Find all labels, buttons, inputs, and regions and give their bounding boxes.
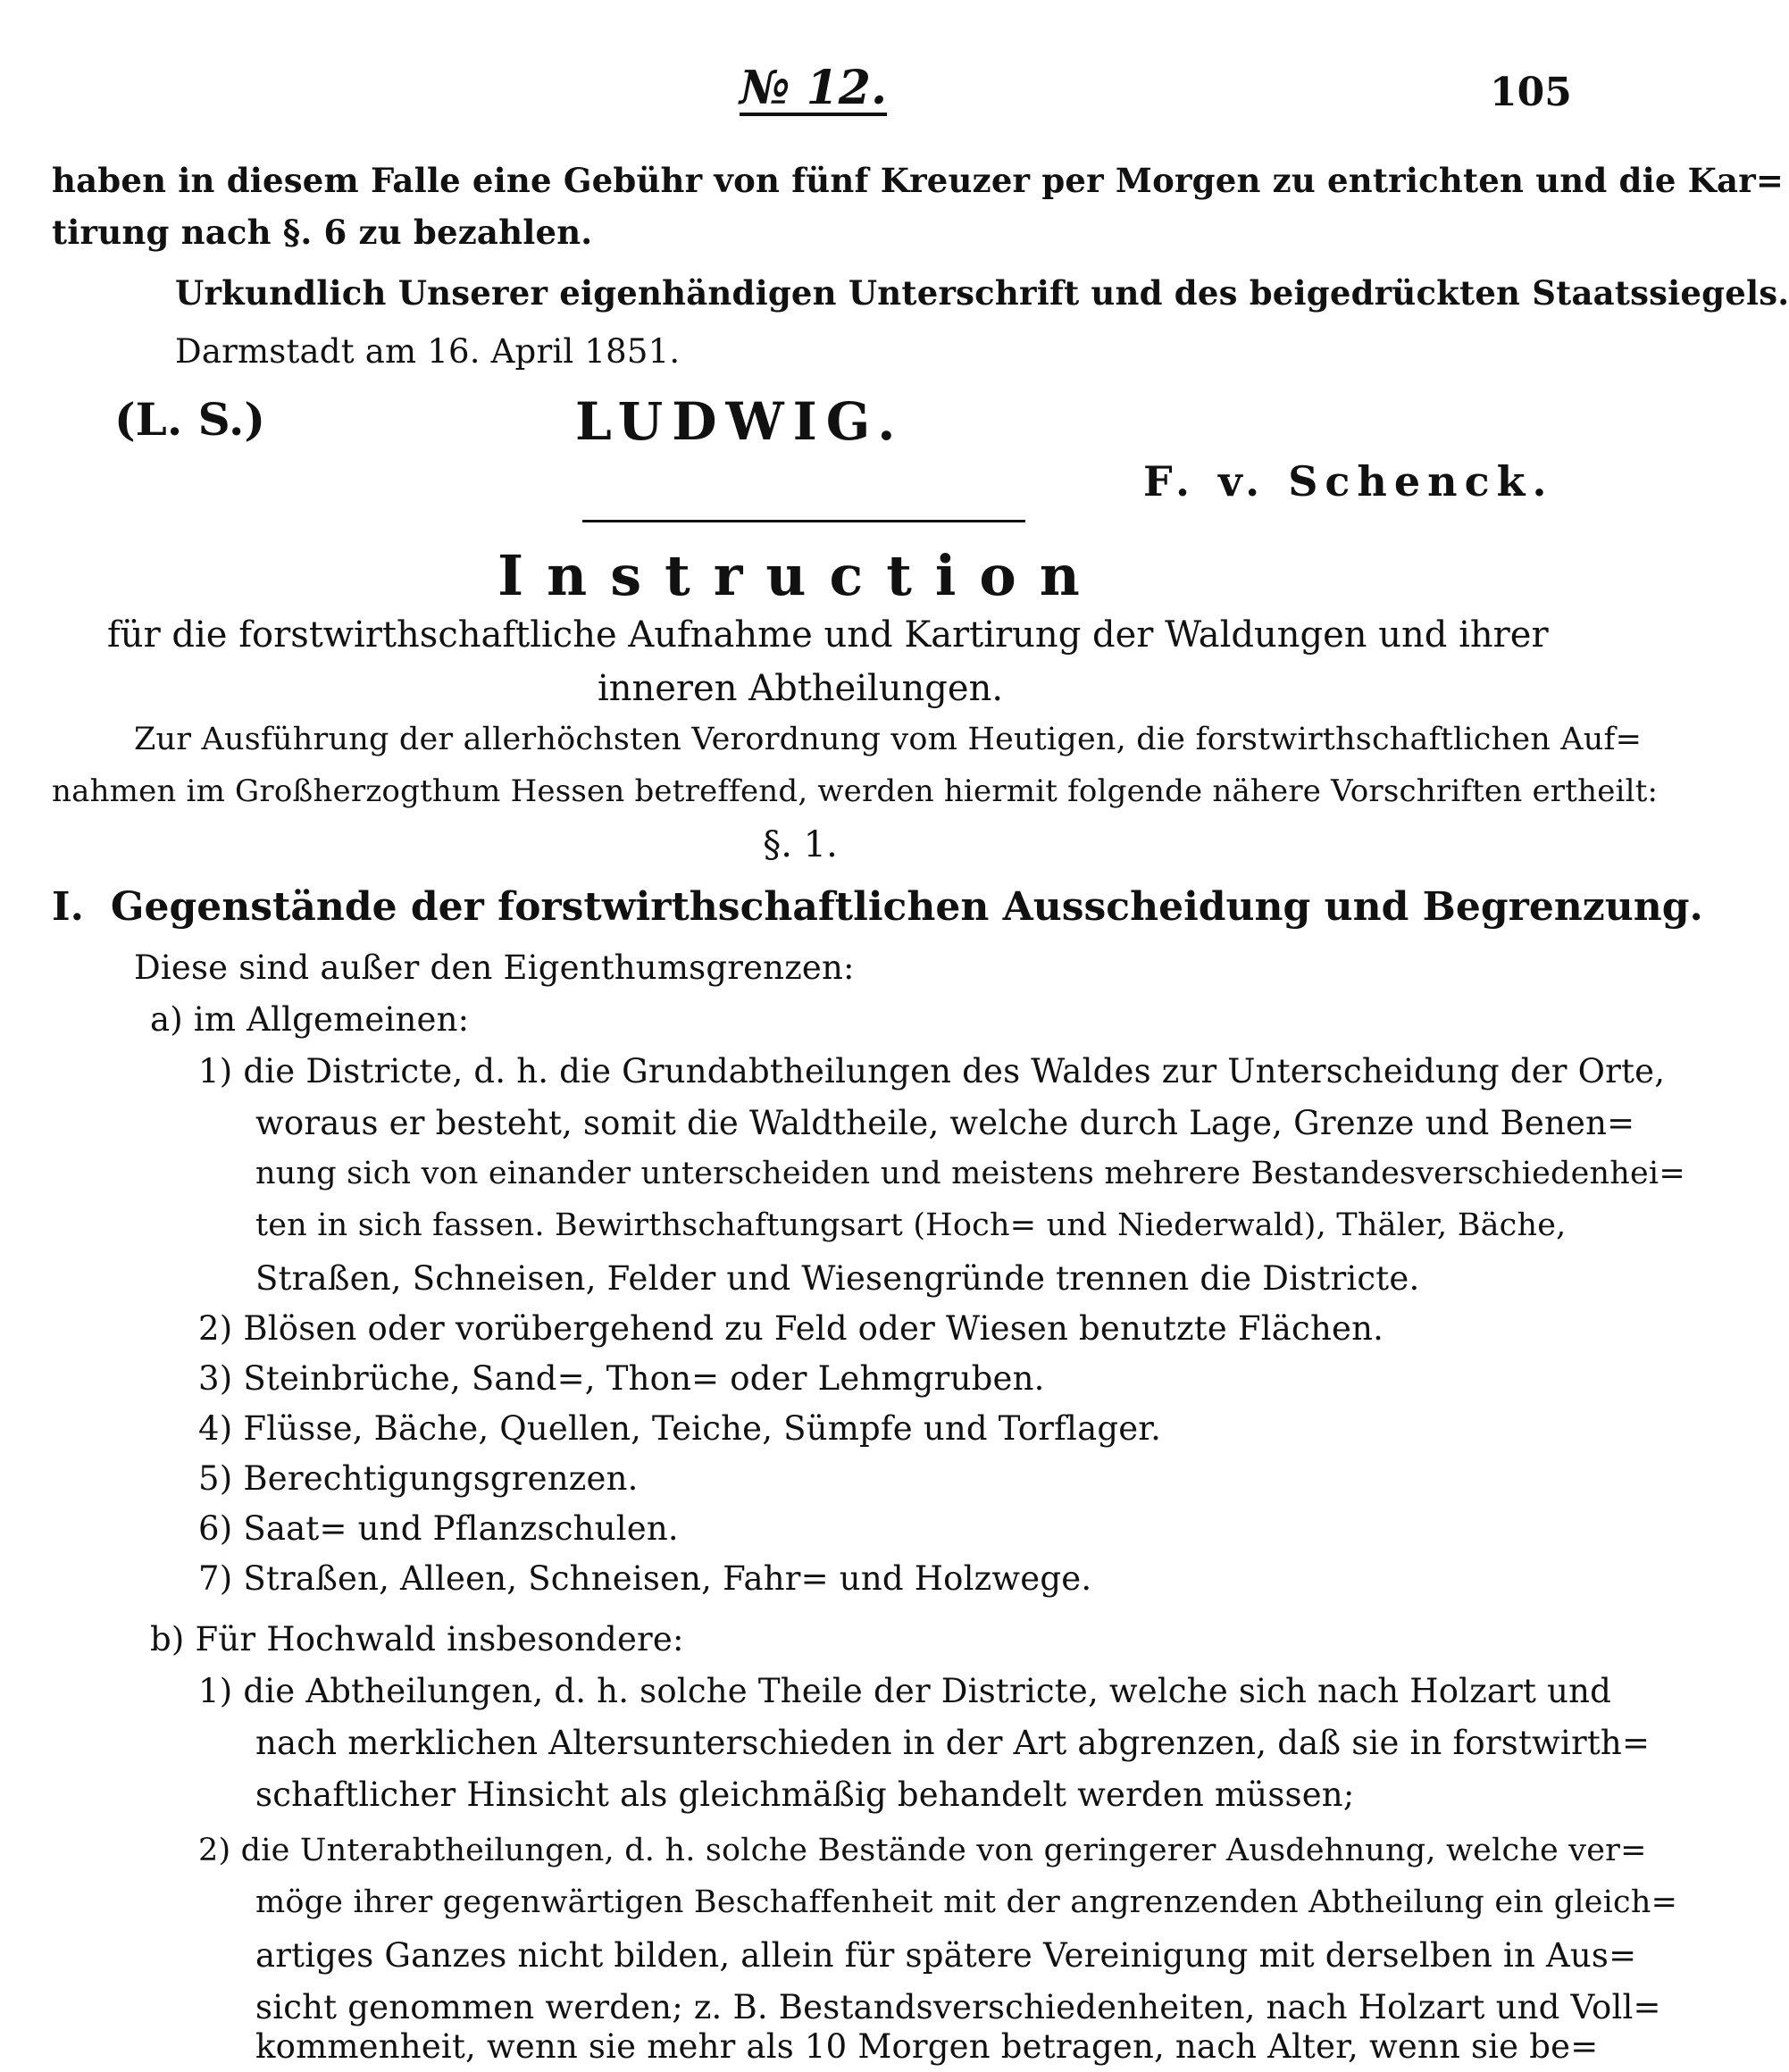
- intro-line-1: Zur Ausführung der allerhöchsten Verordnung vom Heutigen, die forstwirthschaftlichen Auf=: [134, 722, 1643, 757]
- instruction-title: Instruction: [497, 543, 1103, 608]
- item-a1-line-5: Straßen, Schneisen, Felder und Wiesengründe trennen die Districte.: [255, 1259, 1420, 1298]
- item-a1-line-2: woraus er besteht, somit die Waldtheile, welche durch Lage, Grenze und Benen=: [255, 1104, 1635, 1142]
- item-b2-line-4: sicht genommen werden; z. B. Bestandsverschiedenheiten, nach Holzart und Voll=: [255, 1988, 1661, 2026]
- item-a1-line-1: 1) die Districte, d. h. die Grundabtheilungen des Waldes zur Unterscheidung der Orte,: [198, 1052, 1666, 1090]
- item-a3: 3) Steinbrüche, Sand=, Thon= oder Lehmgruben.: [198, 1359, 1045, 1398]
- opening-line-2: tirung nach §. 6 zu bezahlen.: [52, 213, 593, 252]
- attestation-line: Urkundlich Unserer eigenhändigen Unterschrift und des beigedrückten Staatssiegels.: [175, 273, 1789, 313]
- item-b2-line-3: artiges Ganzes nicht bilden, allein für spätere Vereinigung mit derselben in Aus=: [255, 1936, 1637, 1975]
- item-b2-line-5: kommenheit, wenn sie mehr als 10 Morgen betragen, nach Alter, wenn sie be=: [255, 2027, 1599, 2066]
- signature-name: LUDWIG.: [575, 391, 905, 452]
- opening-line-1: haben in diesem Falle eine Gebühr von fünf Kreuzer per Morgen zu entrichten und die Kar=: [52, 161, 1785, 200]
- item-b1-line-2: nach merklichen Altersunterschieden in der Art abgrenzen, daß sie in forstwirth=: [255, 1724, 1651, 1762]
- item-b2-line-1: 2) die Unterabtheilungen, d. h. solche Bestände von geringerer Ausdehnung, welche ver=: [198, 1833, 1647, 1868]
- item-b1-line-3: schaftlicher Hinsicht als gleichmäßig behandelt werden müssen;: [255, 1775, 1355, 1814]
- list-b-label: b) Für Hochwald insbesondere:: [150, 1620, 684, 1658]
- item-b1-line-1: 1) die Abtheilungen, d. h. solche Theile der Districte, welche sich nach Holzart und: [198, 1672, 1612, 1710]
- date-line: Darmstadt am 16. April 1851.: [175, 332, 681, 371]
- instruction-subtitle-line-1: für die forstwirthschaftliche Aufnahme und Kartirung der Waldungen und ihrer: [107, 614, 1549, 656]
- paragraph-sign: §. 1.: [763, 824, 838, 865]
- intro-line-2: nahmen im Großherzogthum Hessen betreffend, werden hiermit folgende nähere Vorschriften ertheilt:: [52, 773, 1659, 809]
- section-heading-text: Gegenstände der forstwirthschaftlichen Ausscheidung und Begrenzung.: [110, 884, 1703, 930]
- divider-rule: [582, 520, 1025, 522]
- section-lead: Diese sind außer den Eigenthumsgrenzen:: [134, 948, 855, 987]
- page-number: 105: [1490, 70, 1572, 115]
- item-a1-line-3: nung sich von einander unterscheiden und meistens mehrere Bestandesverschiedenhei=: [255, 1156, 1685, 1191]
- countersignature: F. v. Schenck.: [1143, 457, 1554, 505]
- seal-mark: (L. S.): [114, 393, 266, 446]
- issue-number: № 12.: [740, 61, 888, 115]
- item-a4: 4) Flüsse, Bäche, Quellen, Teiche, Sümpfe und Torflager.: [198, 1409, 1162, 1448]
- instruction-subtitle-line-2: inneren Abtheilungen.: [597, 668, 1004, 709]
- item-a6: 6) Saat= und Pflanzschulen.: [198, 1509, 679, 1548]
- section-number: I.: [52, 884, 84, 930]
- item-a1-line-4: ten in sich fassen. Bewirthschaftungsart (Hoch= und Niederwald), Thäler, Bäche,: [255, 1207, 1567, 1243]
- section-heading: [52, 884, 1703, 930]
- item-a7: 7) Straßen, Alleen, Schneisen, Fahr= und Holzwege.: [198, 1559, 1092, 1598]
- item-a5: 5) Berechtigungsgrenzen.: [198, 1459, 639, 1498]
- item-b2-line-2: möge ihrer gegenwärtigen Beschaffenheit mit der angrenzenden Abtheilung ein gleich=: [255, 1884, 1678, 1920]
- list-a-label: a) im Allgemeinen:: [150, 1000, 470, 1039]
- item-a2: 2) Blösen oder vorübergehend zu Feld oder Wiesen benutzte Flächen.: [198, 1309, 1384, 1348]
